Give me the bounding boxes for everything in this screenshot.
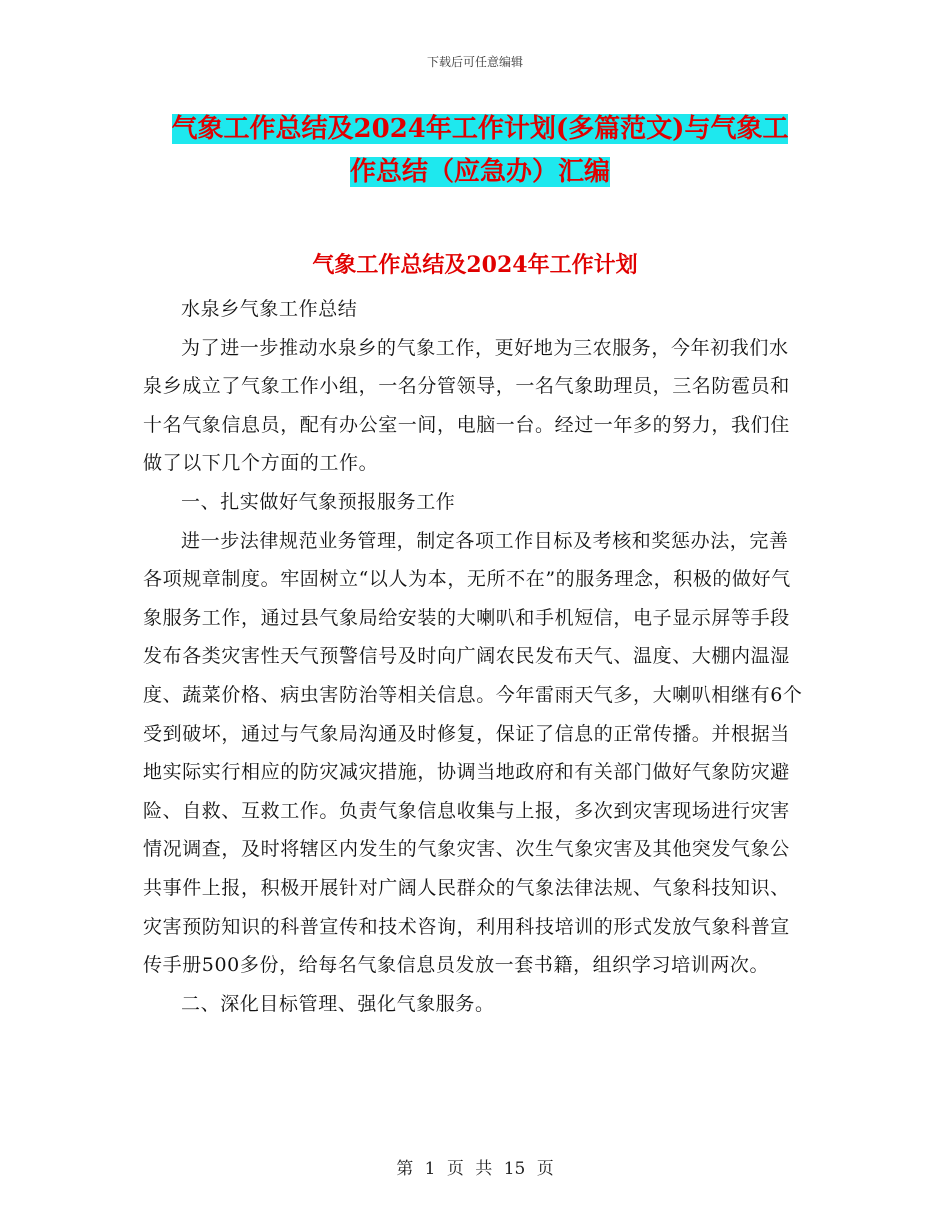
footer-total-prefix: 共 — [475, 1159, 493, 1179]
footer-page-label: 页 — [446, 1159, 464, 1179]
page-footer — [0, 1154, 950, 1179]
footer-prefix: 第 — [396, 1159, 414, 1179]
section-title: 气象工作总结及2024年工作计划 — [312, 252, 638, 278]
footer-total-pages: 15 — [503, 1159, 526, 1179]
paragraph-body-1: 进一步法律规范业务管理，制定各项工作目标及考核和奖惩办法，完善各项规章制度。牢固树立“以人为本，无所不在”的服务理念，积极的做好气象服务工作，通过县气象局给安装的大喇叭和手机短信，电子显示屏等手段发布各类灾害性天气预警信号及时向广阔农民发布天气、温度、大棚内温湿度、蔬菜价格、病虫害防治等相关信息。今年雷雨天气多，大喇叭相继有6个受到破坏，通过与气象局沟通及时修复，保证了信息的正常传播。并根据当地实际实行相应的防灾减灾措施，协调当地政府和有关部门做好气象防灾避险、自救、互救工作。负责气象信息收集与上报，多次到灾害现场进行灾害情况调查，及时将辖区内发生的气象灾害、次生气象灾害及其他突发气象公共事件上报，积极开展针对广阔人民群众的气象法律法规、气象科技知识、灾害预防知识的科普宣传和技术咨询，利用科技培训的形式发放气象科普宣传手册500多份，给每名气象信息员发放一套书籍，组织学习培训两次。 — [143, 529, 803, 977]
paragraph-heading-1: 一、扎实做好气象预报服务工作 — [181, 490, 456, 513]
document-title-line1: 气象工作总结及2024年工作计划(多篇范文)与气象工 — [171, 114, 789, 144]
document-body — [143, 290, 803, 1023]
download-note: 下载后可任意编辑 — [426, 55, 523, 69]
document-title — [150, 108, 810, 194]
paragraph-intro: 为了进一步推动水泉乡的气象工作，更好地为三农服务，今年初我们水泉乡成立了气象工作小组，一名分管领导，一名气象助理员，三名防雹员和十名气象信息员，配有办公室一间，电脑一台。经过一年多的努力，我们住做了以下几个方面的工作。 — [143, 336, 790, 475]
paragraph-heading-2: 二、深化目标管理、强化气象服务。 — [181, 992, 495, 1015]
document-title-line2: 作总结（应急办）汇编 — [349, 157, 610, 187]
paragraph-subtitle: 水泉乡气象工作总结 — [181, 298, 358, 320]
footer-total-suffix: 页 — [536, 1159, 554, 1179]
footer-page-number: 1 — [424, 1159, 436, 1179]
